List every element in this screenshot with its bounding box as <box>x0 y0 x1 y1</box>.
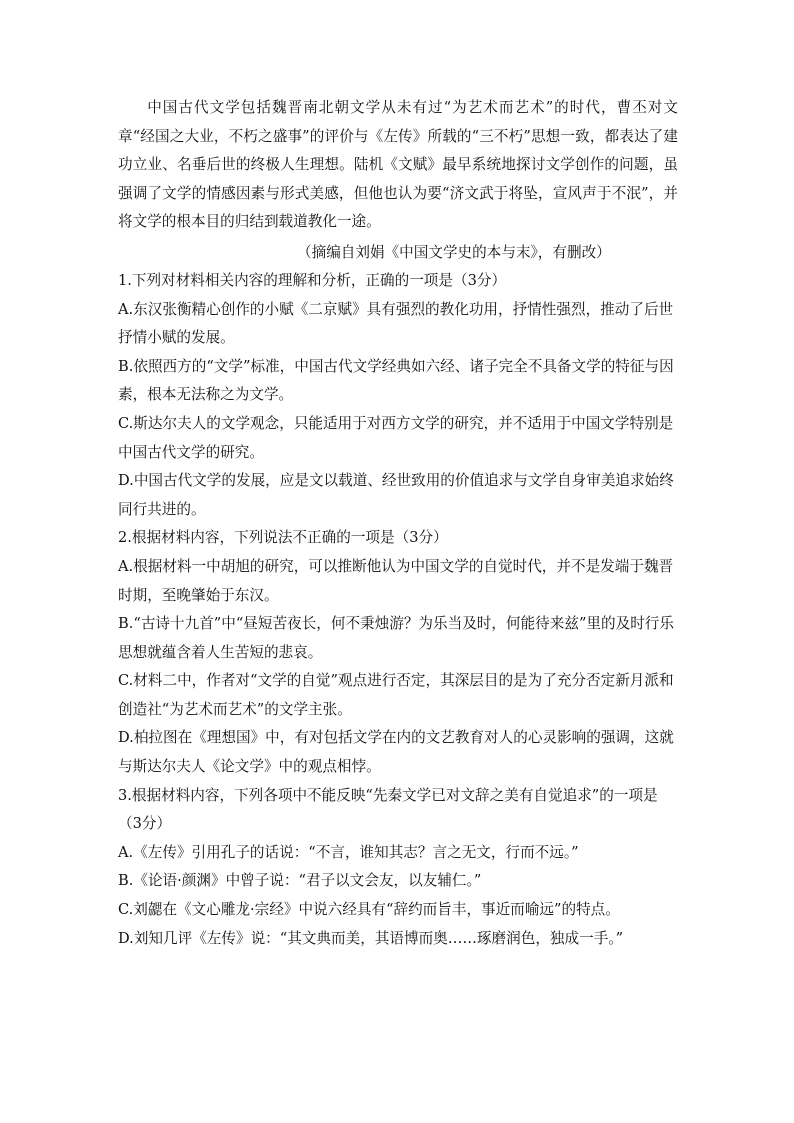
option-a: A.《左传》引用孔子的话说：“不言，谁知其志？言之无文，行而不远。” <box>118 843 579 861</box>
question-stem: 2.根据材料内容，下列说法不正确的一项是（3分） <box>118 529 448 547</box>
option-c: C.材料二中，作者对“文学的自觉”观点进行否定，其深层目的是为了充分否定新月派和创造社“为艺术而艺术”的文学主张。 <box>118 672 674 718</box>
question-stem: 3.根据材料内容，下列各项中不能反映“先秦文学已对文辞之美有自觉追求”的一项是（3分） <box>118 786 658 833</box>
option-a: A.东汉张衡精心创作的小赋《二京赋》具有强烈的教化功用，抒情性强烈，推动了后世抒情小赋的发展。 <box>118 300 674 347</box>
document-page <box>118 94 678 953</box>
passage-source: （摘编自刘娟《中国文学史的本与末》，有删改） <box>297 243 611 261</box>
option-a: A.根据材料一中胡旭的研究，可以推断他认为中国文学的自觉时代，并不是发端于魏晋时期，至晚肇始于东汉。 <box>118 557 674 604</box>
passage-paragraph: 中国古代文学包括魏晋南北朝文学从未有过“为艺术而艺术”的时代，曹丕对文章“经国之大业，不朽之盛事”的评价与《左传》所载的“三不朽”思想一致，都表达了建功立业、名垂后世的终极人生理想。陆机《文赋》最早系统地探讨文学创作的问题，虽强调了文学的情感因素与形式美感，但他也认为要“济文武于将坠，宣风声于不泯”，并将文学的根本目的归结到载道教化一途。 <box>118 99 678 231</box>
option-b: B.《论语·颜渊》中曾子说：“君子以文会友，以友辅仁。” <box>118 872 482 890</box>
option-d: D.中国古代文学的发展，应是文以载道、经世致用的价值追求与文学自身审美追求始终同行共进的。 <box>118 472 674 518</box>
question-2 <box>118 524 678 781</box>
option-c: C.刘勰在《文心雕龙·宗经》中说六经具有“辞约而旨丰，事近而喻远”的特点。 <box>118 901 620 919</box>
option-d: D.刘知几评《左传》说：“其文典而美，其语博而奥……琢磨润色，独成一手。” <box>118 929 624 947</box>
option-c: C.斯达尔夫人的文学观念，只能适用于对西方文学的研究，并不适用于中国文学特别是中国古代文学的研究。 <box>118 414 674 461</box>
question-3 <box>118 782 678 954</box>
option-d: D.柏拉图在《理想国》中，有对包括文学在内的文艺教育对人的心灵影响的强调，这就与斯达尔夫人《论文学》中的观点相悖。 <box>118 729 674 776</box>
question-1 <box>118 267 678 524</box>
question-stem: 1.下列对材料相关内容的理解和分析，正确的一项是（3分） <box>118 271 507 289</box>
option-b: B.依照西方的“文学”标准，中国古代文学经典如六经、诸子完全不具备文学的特征与因素，根本无法称之为文学。 <box>118 357 674 404</box>
option-b: B.“古诗十九首”中“昼短苦夜长，何不秉烛游？为乐当及时，何能待来兹”里的及时行乐思想就蕴含着人生苦短的悲哀。 <box>118 615 674 661</box>
